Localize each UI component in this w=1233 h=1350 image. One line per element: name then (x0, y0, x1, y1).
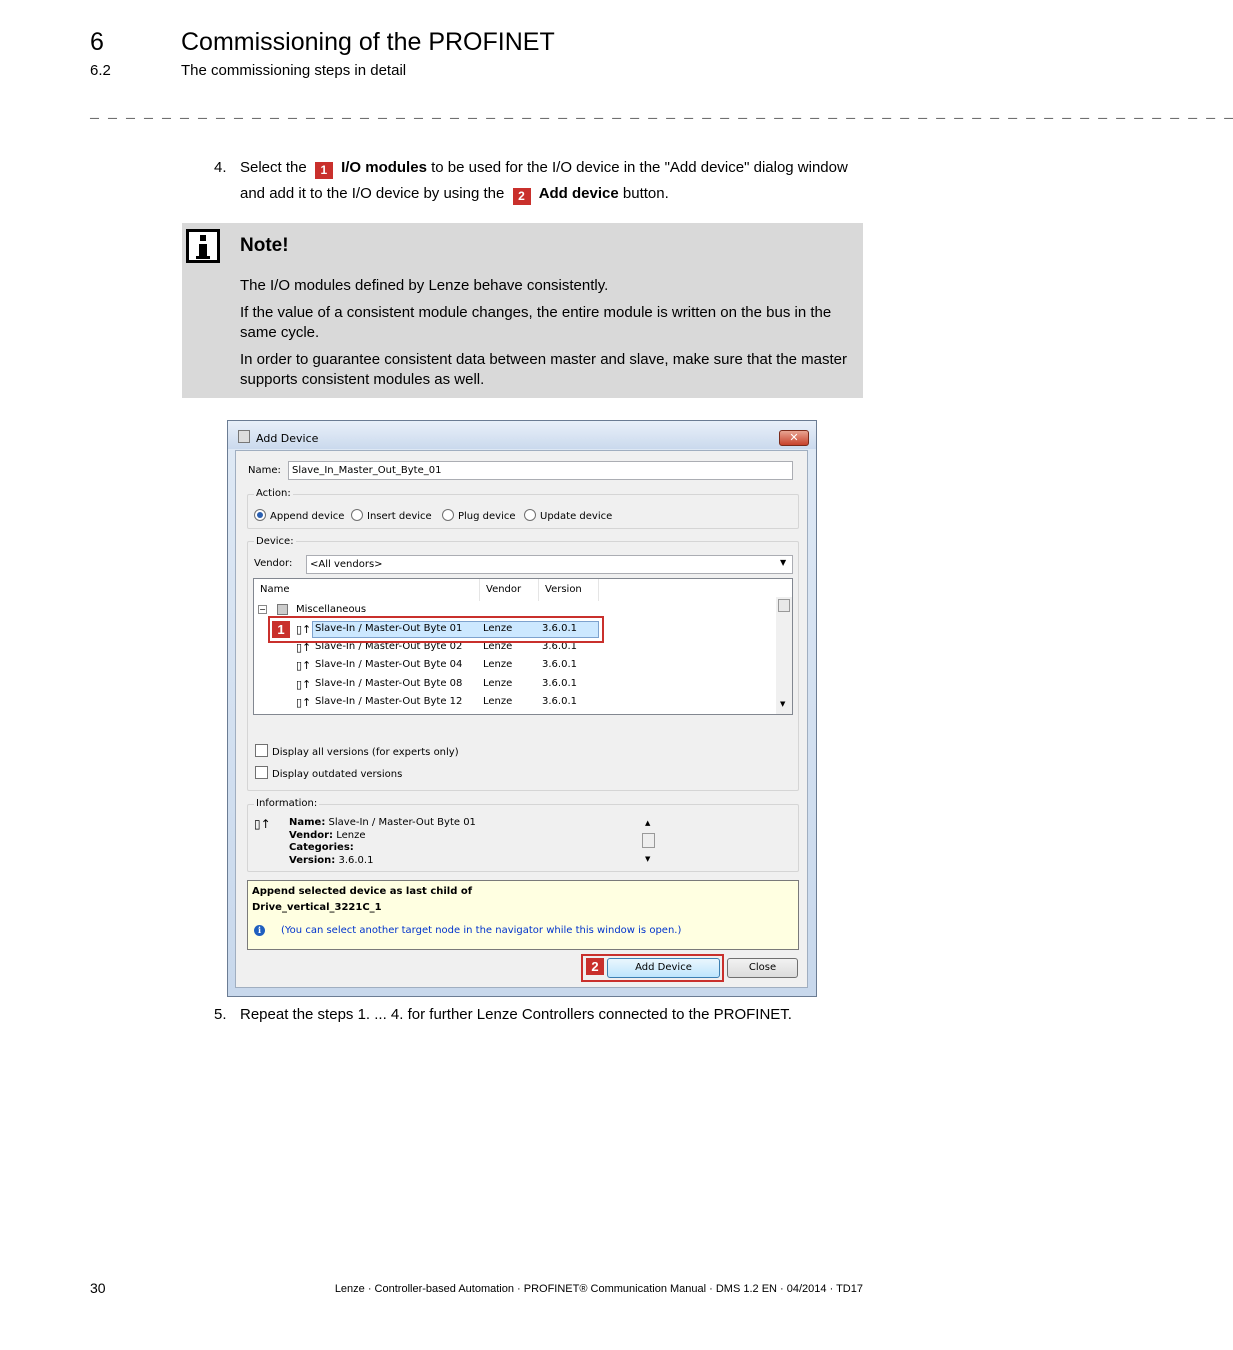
note-paragraph-3: In order to guarantee consistent data between master and slave, make sure that the master supports consistent modules as well. (240, 351, 848, 388)
device-icon: ▯↑ (296, 623, 312, 636)
callout-badge-1: 1 (315, 162, 333, 179)
radio-label: Insert device (367, 511, 432, 522)
note-paragraph-2: If the value of a consistent module changes, the entire module is written on the bus in the same cycle. (240, 304, 832, 341)
info-categories-label: Categories: (289, 842, 354, 853)
info-vendor-value: Lenze (336, 829, 366, 841)
callout-1-badge: 1 (272, 621, 290, 638)
info-circle-icon: i (254, 925, 265, 936)
info-icon (186, 229, 220, 263)
scroll-down-icon[interactable]: ▼ (780, 700, 786, 708)
step-4-text-d: button. (622, 185, 669, 202)
step-4-line-1 (240, 155, 865, 181)
row-name: Slave-In / Master-Out Byte 01 (315, 623, 463, 634)
step-4-text-a: Select the (240, 159, 307, 176)
information-label: Information: (256, 798, 318, 809)
callout-1-frame (268, 616, 604, 643)
name-label: Name: (248, 465, 281, 476)
info-vendor-label: Vendor: (289, 829, 334, 841)
step-5-text: Repeat the steps 1. ... 4. for further Lenze Controllers connected to the PROFINET. (240, 1006, 792, 1023)
device-icon: ▯↑ (254, 817, 271, 831)
radio-update-device[interactable] (524, 509, 612, 522)
radio-insert-device[interactable] (351, 509, 432, 522)
row-version: 3.6.0.1 (542, 659, 577, 670)
table-row[interactable] (296, 675, 596, 693)
radio-off-icon (351, 509, 363, 521)
device-icon: ▯↑ (296, 659, 312, 672)
callout-2-badge: 2 (586, 958, 604, 975)
name-input[interactable]: Slave_In_Master_Out_Byte_01 (288, 461, 793, 480)
radio-label: Update device (540, 511, 613, 522)
row-vendor: Lenze (483, 696, 513, 707)
column-header-vendor[interactable]: Vendor (480, 579, 539, 601)
row-version: 3.6.0.1 (542, 623, 577, 634)
device-icon: ▯↑ (296, 696, 312, 709)
row-name: Slave-In / Master-Out Byte 04 (315, 659, 463, 670)
dialog-title: Add Device (256, 432, 319, 445)
checkbox-display-outdated[interactable] (255, 766, 402, 780)
column-header-name[interactable]: Name (254, 579, 480, 601)
scroll-up-icon[interactable]: ▲ (645, 819, 651, 827)
info-details (289, 817, 476, 867)
list-scrollbar[interactable] (776, 597, 792, 714)
footer-text: Lenze · Controller-based Automation · PROFINET® Communication Manual · DMS 1.2 EN · 04/2014 · TD17 (334, 1283, 863, 1295)
vendor-select[interactable]: <All vendors> (306, 555, 793, 574)
info-scrollbar-thumb[interactable] (642, 833, 655, 848)
tree-root-label[interactable]: Miscellaneous (296, 604, 367, 615)
info-name-value: Slave-In / Master-Out Byte 01 (328, 817, 476, 828)
checkbox-label: Display all versions (for experts only) (272, 747, 459, 758)
checkbox-icon (255, 766, 268, 779)
note-paragraph-1: The I/O modules defined by Lenze behave consistently. (240, 277, 609, 294)
checkbox-display-all-versions[interactable] (255, 744, 459, 758)
step-5-number: 5. (214, 1006, 227, 1023)
row-version: 3.6.0.1 (542, 678, 577, 689)
close-button[interactable]: Close (727, 958, 798, 978)
step-4-text-c: and add it to the I/O device by using the (240, 185, 505, 202)
page-number: 30 (90, 1280, 106, 1296)
action-label: Action: (256, 488, 291, 499)
step-4-bold-io-modules: I/O modules (341, 159, 427, 176)
append-line-2: Drive_vertical_3221C_1 (252, 902, 382, 913)
step-4-number: 4. (214, 159, 227, 176)
device-label: Device: (256, 536, 294, 547)
folder-icon (277, 604, 288, 615)
info-version-value: 3.6.0.1 (338, 854, 374, 866)
scrollbar-thumb[interactable] (778, 599, 790, 612)
radio-off-icon (442, 509, 454, 521)
append-line-1: Append selected device as last child of (252, 886, 473, 897)
row-version: 3.6.0.1 (542, 696, 577, 707)
section-title: The commissioning steps in detail (181, 62, 407, 79)
table-row[interactable] (296, 693, 596, 711)
radio-plug-device[interactable] (442, 509, 516, 522)
dialog-close-icon[interactable]: ✕ (779, 430, 809, 446)
vendor-label: Vendor: (254, 558, 293, 569)
add-device-button[interactable]: Add Device (607, 958, 720, 978)
checkbox-label: Display outdated versions (272, 769, 403, 780)
chevron-down-icon[interactable]: ▼ (780, 558, 787, 567)
row-name: Slave-In / Master-Out Byte 12 (315, 696, 463, 707)
table-row[interactable] (296, 656, 596, 674)
column-header-version[interactable]: Version (539, 579, 599, 601)
collapse-icon[interactable]: − (259, 605, 266, 614)
section-number: 6.2 (90, 62, 111, 79)
radio-off-icon (524, 509, 536, 521)
radio-label: Plug device (458, 511, 516, 522)
callout-badge-2: 2 (513, 188, 531, 205)
row-name: Slave-In / Master-Out Byte 02 (315, 641, 463, 652)
radio-on-icon (254, 509, 266, 521)
radio-append-device[interactable] (254, 509, 344, 522)
hint-text: (You can select another target node in the navigator while this window is open.) (281, 925, 682, 936)
device-icon: ▯↑ (296, 678, 312, 691)
row-vendor: Lenze (483, 659, 513, 670)
row-vendor: Lenze (483, 678, 513, 689)
row-version: 3.6.0.1 (542, 641, 577, 652)
radio-label: Append device (270, 511, 345, 522)
chapter-title: Commissioning of the PROFINET (181, 28, 555, 56)
row-name: Slave-In / Master-Out Byte 08 (315, 678, 463, 689)
step-4-bold-add-device: Add device (538, 185, 619, 202)
checkbox-icon (255, 744, 268, 757)
device-icon: ▯↑ (296, 641, 312, 654)
dialog-app-icon (238, 430, 250, 443)
scroll-down-icon[interactable]: ▼ (645, 855, 651, 863)
note-title: Note! (240, 235, 289, 256)
header-separator: _ _ _ _ _ _ _ _ _ _ _ _ _ _ _ _ _ _ _ _ _ _ _ _ _ _ _ _ _ _ _ _ _ _ _ _ _ _ _ _ _ _ _ _ _ _ _ _ _ _ _ _ _ _ _ _ _ _ _ _ _ _ _ _ (90, 105, 1233, 122)
row-vendor: Lenze (483, 623, 513, 634)
chapter-number: 6 (90, 28, 104, 56)
step-4-line-2 (240, 181, 669, 207)
info-name-label: Name: (289, 817, 326, 828)
row-vendor: Lenze (483, 641, 513, 652)
info-version-label: Version: (289, 854, 336, 866)
step-4-text-b: to be used for the I/O device in the "Add device" dialog window (431, 159, 848, 176)
